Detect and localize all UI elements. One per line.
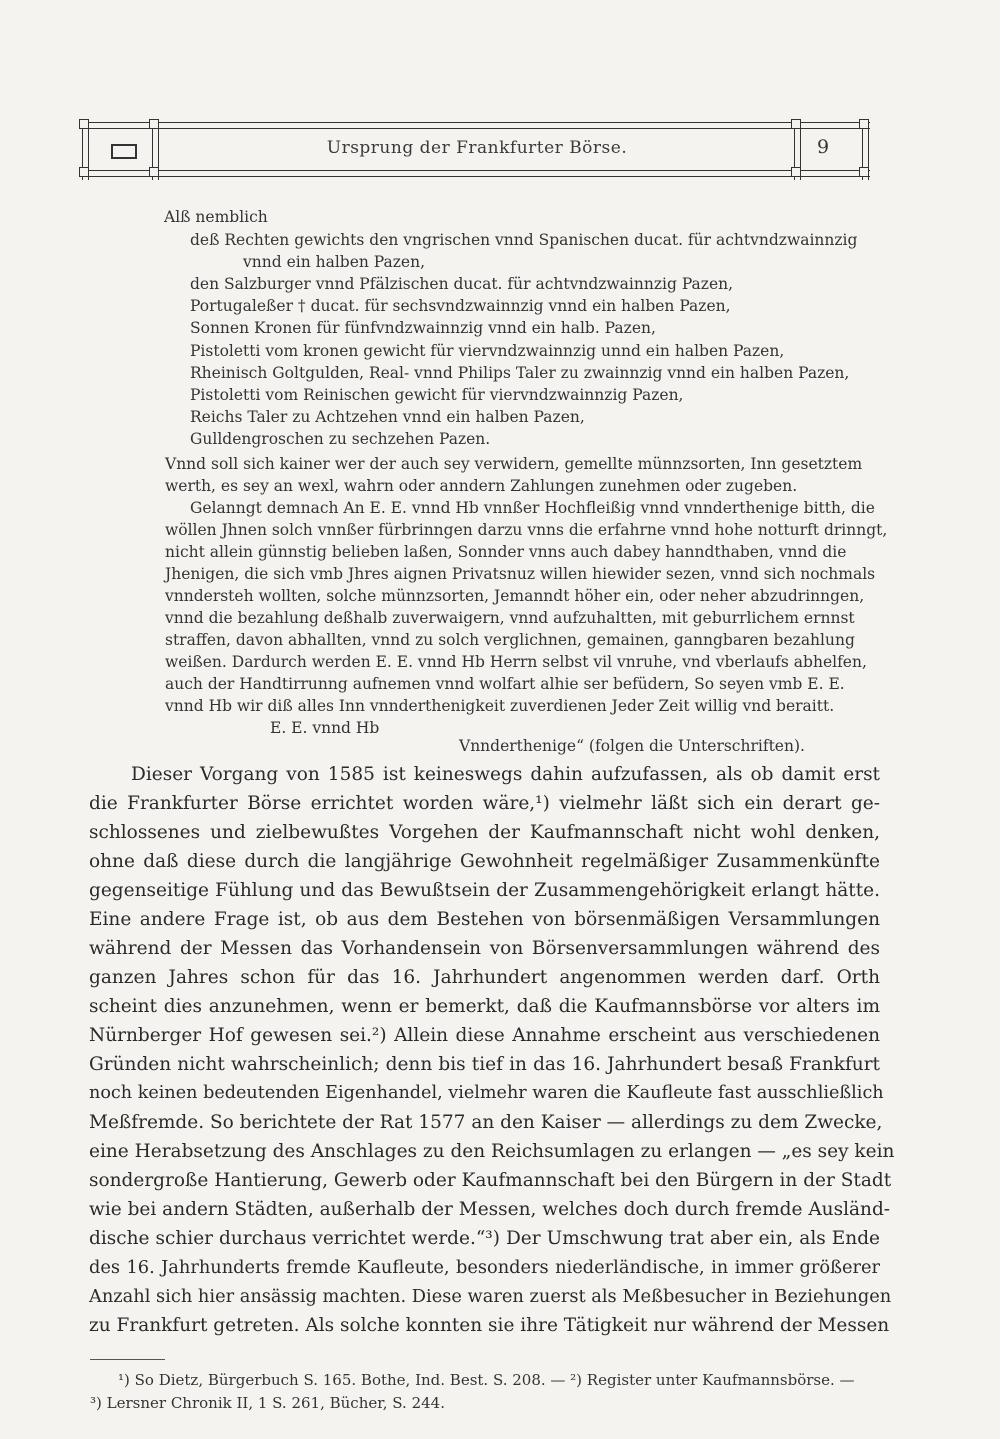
body-line: die Frankfurter Börse errichtet worden wäre,¹) vielmehr läßt sich ein derart ge- xyxy=(89,793,880,814)
body-line: Gründen nicht wahrscheinlich; denn bis tief in das 16. Jahrhundert besaß Frankfurt xyxy=(89,1054,880,1075)
quote-line: Pistoletti vom Reinischen gewicht für viervndzwainnzig Pazen, xyxy=(190,386,684,404)
body-line: Eine andere Frage ist, ob aus dem Bestehen von börsenmäßigen Versammlungen xyxy=(89,909,880,930)
quote-line: nicht allein günnstig belieben laßen, Sonnder vnns auch dabey hanndthaben, vnnd die xyxy=(165,543,847,561)
body-line: noch keinen bedeutenden Eigenhandel, vielmehr waren die Kaufleute fast ausschließlich xyxy=(89,1083,884,1103)
footnote-line: ³) Lersner Chronik II, 1 S. 261, Bücher, S. 244. xyxy=(90,1394,445,1412)
header-ornament xyxy=(82,120,158,178)
body-line: Dieser Vorgang von 1585 ist keineswegs dahin aufzufassen, als ob damit erst xyxy=(131,764,880,785)
page-number: 9 xyxy=(816,136,830,158)
body-line: während der Messen das Vorhandensein von Börsenversammlungen während des xyxy=(89,938,880,959)
quote-line: wöllen Jhnen solch vnnßer fürbrinngen darzu vnns die erfahrne vnnd hohe notturft drinngt, xyxy=(165,521,888,539)
quote-signature: Vnnderthenige“ (folgen die Unterschriften). xyxy=(459,737,805,755)
body-line: eine Herabsetzung des Anschlages zu den Reichsumlagen zu erlangen — „es sey kein xyxy=(89,1141,895,1162)
ornament-rectangle-icon xyxy=(111,144,137,159)
quote-line: Vnnd soll sich kainer wer der auch sey verwidern, gemellte münnzsorten, Inn gesetztem xyxy=(165,455,863,473)
body-line: schlossenes und zielbewußtes Vorgehen der Kaufmannschaft nicht wohl denken, xyxy=(89,822,880,843)
quote-line: vnnd Hb wir diß alles Inn vnnderthenigkeit zuverdienen Jeder Zeit willig vnd beraitt. xyxy=(165,697,835,715)
body-line: ohne daß diese durch die langjährige Gewohnheit regelmäßiger Zusammenkünfte xyxy=(89,851,880,872)
quote-line: Rheinisch Goltgulden, Real- vnnd Philips Taler zu zwainnzig vnnd ein halben Pazen, xyxy=(190,364,850,382)
body-line: sondergroße Hantierung, Gewerb oder Kaufmannschaft bei den Bürgern in der Stadt xyxy=(89,1170,892,1191)
body-line: gegenseitige Fühlung und das Bewußtsein der Zusammengehörigkeit erlangt hätte. xyxy=(89,880,880,901)
quote-salutation: E. E. vnnd Hb xyxy=(270,719,380,737)
quote-line: vnnd ein halben Pazen, xyxy=(243,253,426,271)
quote-line: straffen, davon abhallten, vnnd zu solch verglichnen, gemainen, ganngbaren bezahlung xyxy=(165,631,855,649)
quote-line: Pistoletti vom kronen gewicht für viervndzwainnzig unnd ein halben Pazen, xyxy=(190,342,785,360)
quote-line: Portugaleßer † ducat. für sechsvndzwainnzig vnnd ein halben Pazen, xyxy=(190,297,731,315)
body-line: des 16. Jahrhunderts fremde Kaufleute, besonders niederländische, in immer größerer xyxy=(89,1257,880,1278)
quote-line: Alß nemblich xyxy=(164,208,268,226)
body-line: Anzahl sich hier ansässig machten. Diese waren zuerst als Meßbesucher in Beziehungen xyxy=(89,1286,892,1307)
quote-line: Jhenigen, die sich vmb Jhres aignen Privatsnuz willen hiewider sezen, vnnd sich nochmals xyxy=(165,565,876,583)
quote-line: weißen. Dardurch werden E. E. vnnd Hb Herrn selbst vil vnruhe, vnd vberlaufs abhelfen, xyxy=(165,653,867,671)
body-line: ganzen Jahres schon für das 16. Jahrhundert angenommen werden darf. Orth xyxy=(89,967,880,988)
quote-line: vnnd die bezahlung deßhalb zuverwaigern, vnnd aufzuhaltten, mit geburrlichem ernnst xyxy=(165,609,855,627)
quote-line: deß Rechten gewichts den vngrischen vnnd Spanischen ducat. für achtvndzwainnzig xyxy=(190,231,858,249)
quote-line: den Salzburger vnnd Pfälzischen ducat. für achtvndzwainnzig Pazen, xyxy=(190,275,734,293)
page-header xyxy=(82,120,870,180)
body-line: wie bei andern Städten, außerhalb der Messen, welches doch durch fremde Ausländ- xyxy=(89,1199,891,1220)
body-line: scheint dies anzunehmen, wenn er bemerkt, daß die Kaufmannsbörse vor alters im xyxy=(89,996,880,1017)
quote-line: Gulldengroschen zu sechzehen Pazen. xyxy=(190,430,491,448)
running-title: Ursprung der Frankfurter Börse. xyxy=(326,138,628,158)
quote-line: vnndersteh wollten, solche münnzsorten, Jemanndt höher ein, oder neher abzudrinngen, xyxy=(165,587,865,605)
quote-line: Gelanngt demnach An E. E. vnnd Hb vnnßer Hochfleißig vnnd vnnderthenige bitth, die xyxy=(190,499,875,517)
footnote-divider xyxy=(90,1359,165,1360)
body-line: Meßfremde. So berichtete der Rat 1577 an den Kaiser — allerdings zu dem Zwecke, xyxy=(89,1112,883,1133)
body-line: Nürnberger Hof gewesen sei.²) Allein diese Annahme erscheint aus verschiedenen xyxy=(89,1025,880,1046)
quote-line: werth, es sey an wexl, wahrn oder anndern Zahlungen zunehmen oder zugeben. xyxy=(165,477,798,495)
quote-line: Sonnen Kronen für fünfvndzwainnzig vnnd ein halb. Pazen, xyxy=(190,319,656,337)
quote-line: Reichs Taler zu Achtzehen vnnd ein halben Pazen, xyxy=(190,408,585,426)
footnote-line: ¹) So Dietz, Bürgerbuch S. 165. Bothe, Ind. Best. S. 208. — ²) Register unter Kaufmannsbörse. — xyxy=(118,1371,855,1389)
body-line: dische schier durchaus verrichtet werde.“³) Der Umschwung trat aber ein, als Ende xyxy=(89,1228,880,1249)
body-line: zu Frankfurt getreten. Als solche konnten sie ihre Tätigkeit nur während der Messen xyxy=(89,1315,890,1336)
quote-line: auch der Handtirrunng aufnemen vnnd wolfart alhie ser befüdern, So seyen vmb E. E. xyxy=(165,675,845,693)
